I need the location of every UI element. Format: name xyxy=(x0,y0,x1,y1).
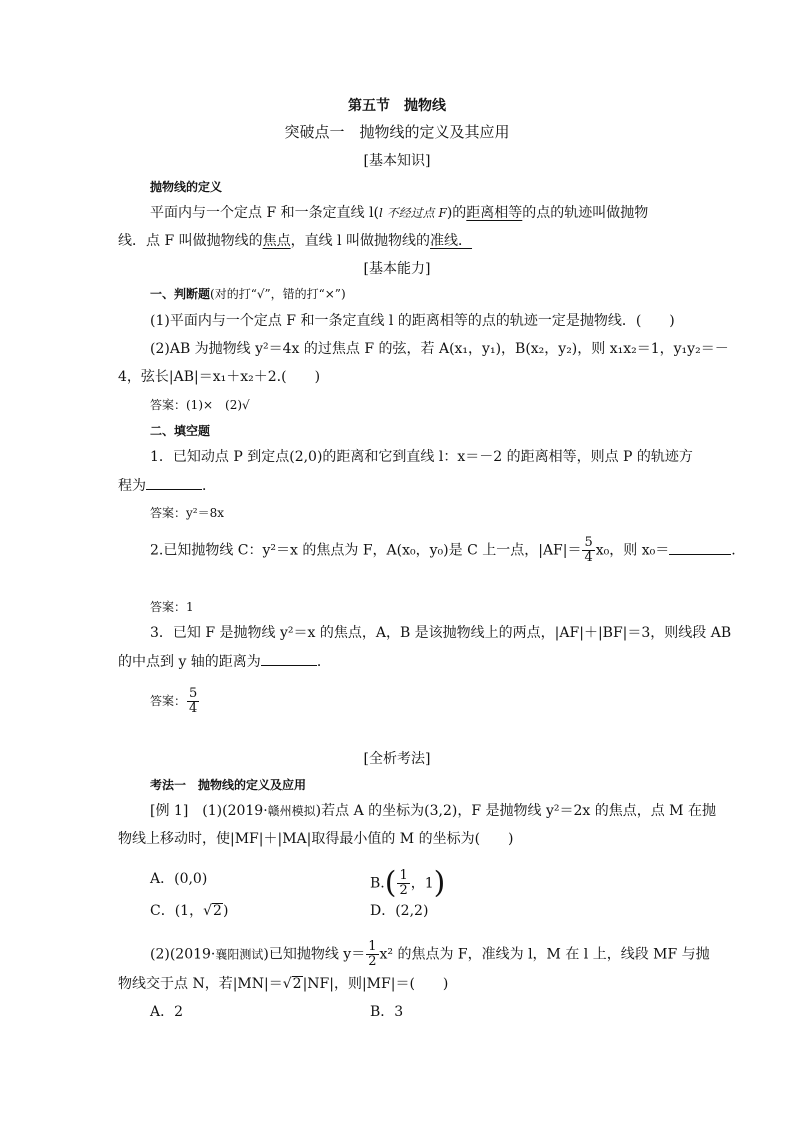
fill-question-3-line-1: 3．已知 F 是抛物线 y²＝x 的焦点，A，B 是该抛物线上的两点，|AF|＋|BF|＝3，则线段 AB xyxy=(150,625,732,641)
sqrt-radicand: 2 xyxy=(213,903,222,919)
text-note: (对的打“√”，错的打“×”) xyxy=(210,287,346,301)
fraction-numerator: 5 xyxy=(584,535,593,550)
text: (2)(2019· xyxy=(150,946,216,963)
text: x² 的焦点为 F，准线为 l，M 在 l 上，线段 MF 与抛 xyxy=(379,946,710,963)
answer-blank xyxy=(261,651,317,666)
section-title: 第五节 抛物线 xyxy=(348,98,446,114)
sqrt-sign: √ xyxy=(282,976,292,992)
fill-answer-1: 答案：y²＝8x xyxy=(150,506,224,520)
text: . xyxy=(731,542,736,559)
fraction xyxy=(366,940,378,969)
fraction xyxy=(397,869,409,898)
definition-line-1 xyxy=(150,203,648,223)
option-a: A．(0,0) xyxy=(150,871,208,887)
fraction-denominator: 2 xyxy=(368,954,377,969)
judge-question-2-line-2: 4，弦长|AB|＝x₁＋x₂＋2.( ) xyxy=(118,369,321,385)
sqrt-sign: √ xyxy=(203,903,213,919)
text: x₀，则 x₀＝ xyxy=(595,542,670,559)
text-note: l 不经过点 F xyxy=(379,206,447,220)
fill-question-1-line-2 xyxy=(118,475,216,496)
fill-heading: 二、填空题 xyxy=(150,424,211,438)
text: 2.已知抛物线 C：y²＝x 的焦点为 F，A(x₀，y₀)是 C 上一点，|AF|＝ xyxy=(150,542,582,559)
basic-ability-heading: [基本能力] xyxy=(363,261,431,277)
text: 的中点到 y 轴的距离为 xyxy=(118,654,261,670)
text: ． xyxy=(316,654,331,670)
text: C．(1， xyxy=(150,903,204,919)
fraction xyxy=(187,687,199,716)
judge-answer: 答案：(1)× (2)√ xyxy=(150,398,250,412)
text: )若点 A 的坐标为(3,2)，F 是抛物线 y²＝2x 的焦点，点 M 在抛 xyxy=(315,803,716,819)
method-title: 考法一 抛物线的定义及应用 xyxy=(150,778,307,792)
underlined-term: 焦点 xyxy=(262,233,291,249)
example-1-line-2: 物线上移动时，使|MF|＋|MA|取得最小值的 M 的坐标为( ) xyxy=(118,831,514,847)
text: 答案： xyxy=(150,694,187,708)
text: 平面内与一个定点 F 和一条定直线 l( xyxy=(150,205,380,221)
fraction-numerator: 1 xyxy=(399,868,408,883)
text: ，1 xyxy=(410,875,434,892)
definition-heading: 抛物线的定义 xyxy=(150,180,223,194)
example-2-line-1 xyxy=(150,940,710,969)
option-c xyxy=(150,901,228,921)
source-note: 襄阳测试 xyxy=(215,947,264,962)
judge-question-2-line-1: (2)AB 为抛物线 y²＝4x 的过焦点 F 的弦，若 A(x₁，y₁)，B(x₂，y₂)，则 x₁x₂＝1，y₁y₂＝－ xyxy=(150,341,729,357)
fraction-numerator: 1 xyxy=(368,939,377,954)
text: ． xyxy=(202,478,216,494)
judge-question-1: (1)平面内与一个定点 F 和一条定直线 l 的距离相等的点的轨迹一定是抛物线．( ) xyxy=(150,313,675,329)
text: )已知抛物线 y＝ xyxy=(263,946,366,963)
text: 一、判断题 xyxy=(150,287,211,301)
text: ) xyxy=(222,903,229,919)
text: )的 xyxy=(446,205,467,221)
basic-knowledge-heading: [基本知识] xyxy=(363,153,431,169)
text: 的点的轨迹叫做抛物 xyxy=(522,205,649,221)
example-1-line-1 xyxy=(150,801,716,821)
fill-question-1-line-1: 1．已知动点 P 到定点(2,0)的距离和它到直线 l：x＝－2 的距离相等，则点 P 的轨迹方 xyxy=(150,449,693,465)
text: |NF|，则|MF|＝( ) xyxy=(302,976,449,992)
fraction-numerator: 5 xyxy=(189,686,198,701)
definition-line-2 xyxy=(118,231,472,251)
option-d: D．(2,2) xyxy=(370,903,429,919)
fill-question-3-line-2 xyxy=(118,651,331,672)
option-2b: B．3 xyxy=(370,1004,404,1020)
option-2a: A．2 xyxy=(150,1004,184,1020)
example-2-line-2 xyxy=(118,974,448,994)
source-note: 赣州模拟 xyxy=(267,804,316,818)
answer-blank xyxy=(146,475,202,490)
underlined-term: 准线． xyxy=(430,233,473,249)
fill-answer-3 xyxy=(150,687,200,716)
underlined-term: 距离相等 xyxy=(466,205,523,221)
text: 物线交于点 N，若|MN|＝ xyxy=(118,976,283,992)
fraction-denominator: 4 xyxy=(189,701,198,716)
answer-blank xyxy=(669,540,731,555)
sqrt-radicand: 2 xyxy=(292,976,302,992)
paren-open: ( xyxy=(384,865,397,901)
fraction-denominator: 2 xyxy=(399,883,408,898)
text: [例 1] (1)(2019· xyxy=(150,803,268,819)
fill-question-2 xyxy=(150,536,736,565)
analysis-heading: [全析考法] xyxy=(363,751,431,767)
fraction xyxy=(582,536,594,565)
text: 程为 xyxy=(118,478,146,494)
judge-heading xyxy=(150,284,346,304)
fill-answer-2: 答案：1 xyxy=(150,600,194,614)
option-b xyxy=(370,865,446,901)
topic-title: 突破点一 抛物线的定义及其应用 xyxy=(284,123,510,141)
paren-close: ) xyxy=(433,865,446,901)
fraction-denominator: 4 xyxy=(584,550,593,565)
text: B. xyxy=(370,875,385,892)
text: 线．点 F 叫做抛物线的 xyxy=(118,233,263,249)
text: ，直线 l 叫做抛物线的 xyxy=(290,233,431,249)
